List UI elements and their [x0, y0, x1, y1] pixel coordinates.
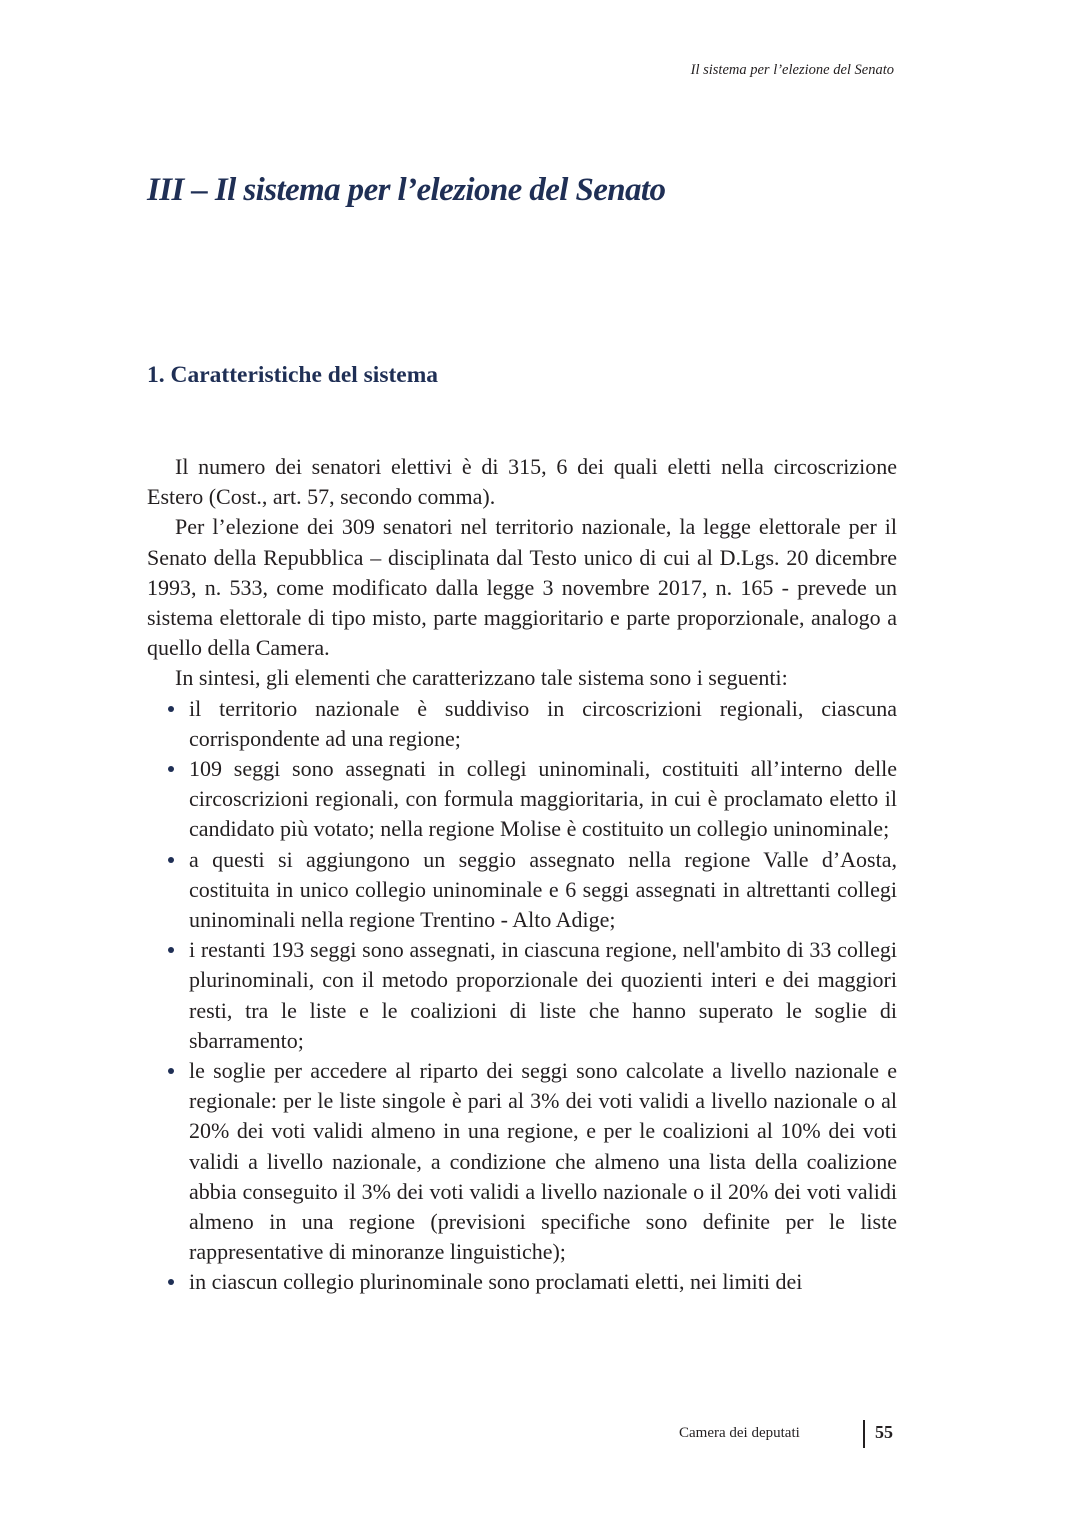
bullet-list [147, 694, 897, 1298]
list-item [147, 1056, 897, 1267]
bullet-icon [168, 857, 174, 863]
page-number: 55 [875, 1422, 893, 1442]
list-item-text: il territorio nazionale è suddiviso in circoscrizioni regionali, ciascuna corrispondente ad una regione; [189, 695, 897, 751]
list-item [147, 694, 897, 754]
paragraph: Il numero dei senatori elettivi è di 315, 6 dei quali eletti nella circoscrizione Estero (Cost., art. 57, secondo comma). [147, 454, 897, 510]
chapter-title: III – Il sistema per l’elezione del Senato [147, 172, 666, 208]
list-item-text: 109 seggi sono assegnati in collegi uninominali, costituiti all’interno delle circoscrizioni regionali, con formula maggioritaria, in cui è proclamato eletto il candidato più votato; nella regione Molise è costituito un collegio uninominale; [189, 756, 897, 842]
list-item-text: in ciascun collegio plurinominale sono proclamati eletti, nei limiti dei [189, 1269, 803, 1295]
section-title: 1. Caratteristiche del sistema [147, 362, 439, 388]
paragraph: In sintesi, gli elementi che caratterizzano tale sistema sono i seguenti: [175, 665, 788, 691]
bullet-icon [168, 766, 174, 772]
running-head: Il sistema per l’elezione del Senato [690, 62, 894, 78]
list-item-text: le soglie per accedere al riparto dei seggi sono calcolate a livello nazionale e regionale: per le liste singole è pari al 3% dei voti validi a livello nazionale o al 20% dei voti validi almeno in una regione, e per le coalizioni al 10% dei voti validi a livello nazionale, a condizione che almeno una lista della coalizione abbia conseguito il 3% dei voti validi a livello nazionale o il 20% dei voti validi almeno in una regione (previsioni specifiche sono definite per le liste rappresentative di minoranze linguistiche); [189, 1058, 897, 1265]
list-item [147, 1267, 897, 1297]
bullet-icon [168, 1279, 174, 1285]
list-item-text: i restanti 193 seggi sono assegnati, in ciascuna regione, nell'ambito di 33 collegi plurinominali, con il metodo proporzionale dei quozienti interi e dei maggiori resti, tra le liste e le coalizioni di liste che hanno superato le soglie di sbarramento; [189, 937, 897, 1053]
list-item-text: a questi si aggiungono un seggio assegnato nella regione Valle d’Aosta, costituita in unico collegio uninominale e 6 seggi assegnati in altrettanti collegi uninominali nella regione Trentino - Alto Adige; [189, 846, 897, 933]
bullet-icon [168, 1068, 174, 1074]
list-item [147, 935, 897, 1056]
footer-divider [863, 1420, 865, 1448]
paragraph: Per l’elezione dei 309 senatori nel territorio nazionale, la legge elettorale per il Senato della Repubblica – disciplinata dal Testo unico di cui al D.Lgs. 20 dicembre 1993, n. 533, come modificato dalla legge 3 novembre 2017, n. 165 - prevede un sistema elettorale di tipo misto, parte maggioritario e parte proporzionale, analogo a quello della Camera. [147, 514, 897, 661]
body-text [147, 452, 897, 1298]
bullet-icon [168, 947, 174, 953]
footer-label: Camera dei deputati [679, 1425, 800, 1441]
list-item [147, 754, 897, 845]
list-item [147, 845, 897, 936]
bullet-icon [168, 706, 174, 712]
